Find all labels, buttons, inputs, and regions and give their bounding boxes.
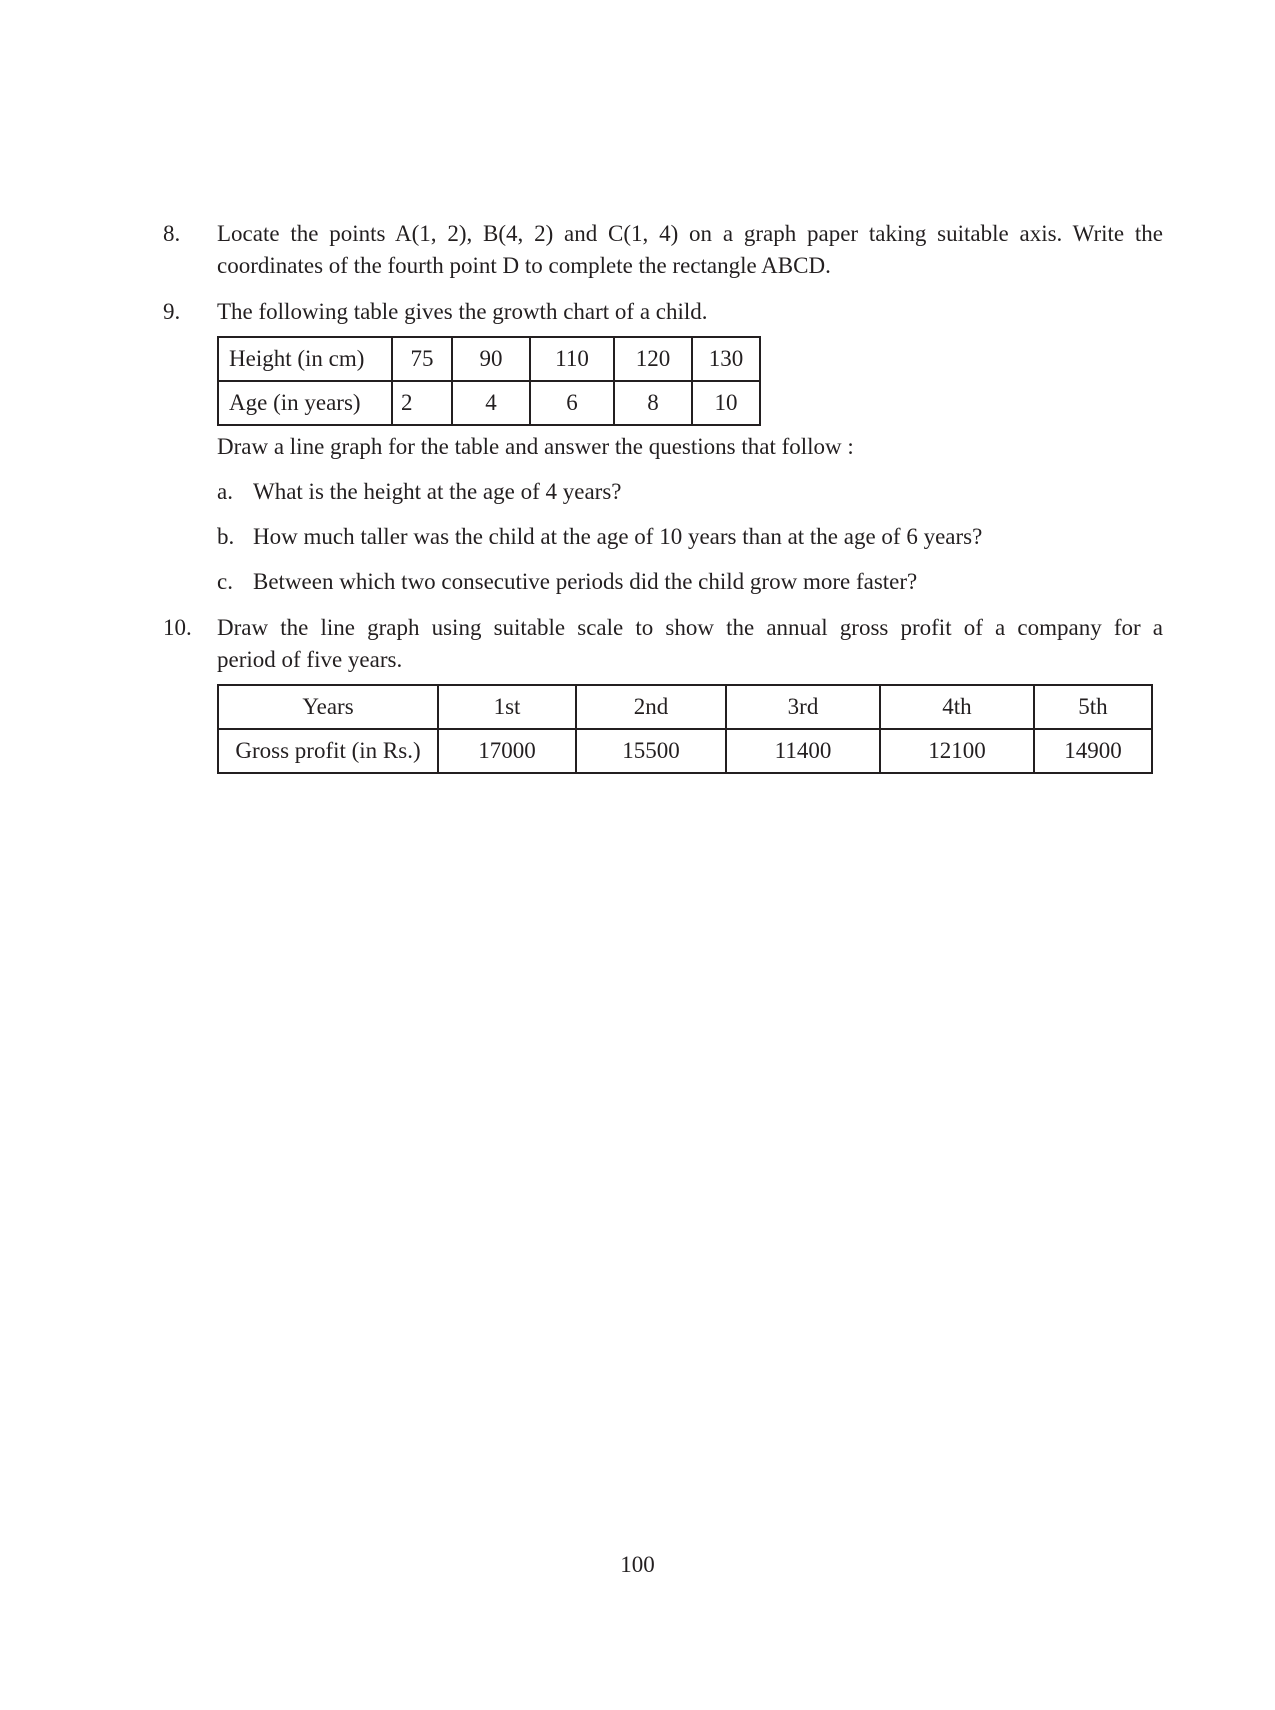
table-cell: 4th bbox=[880, 685, 1034, 729]
question-9 bbox=[163, 296, 1163, 328]
question-text-line: coordinates of the fourth point D to complete the rectangle ABCD. bbox=[217, 253, 831, 278]
table-cell: Years bbox=[218, 685, 438, 729]
table-cell: 17000 bbox=[438, 729, 576, 773]
table-cell: 6 bbox=[530, 381, 614, 425]
question-text bbox=[217, 612, 1163, 676]
table-cell: 8 bbox=[614, 381, 692, 425]
table-cell: 2 bbox=[392, 381, 452, 425]
question-8 bbox=[163, 218, 1163, 282]
table-row bbox=[218, 685, 1152, 729]
gross-profit-table bbox=[217, 684, 1153, 774]
question-number: 8. bbox=[163, 221, 181, 246]
page-number: 100 bbox=[620, 1552, 655, 1577]
question-text bbox=[217, 296, 1163, 328]
table-cell: Age (in years) bbox=[218, 381, 392, 425]
table-cell: Gross profit (in Rs.) bbox=[218, 729, 438, 773]
table-cell: 14900 bbox=[1034, 729, 1152, 773]
table-cell: 10 bbox=[692, 381, 760, 425]
growth-chart-table bbox=[217, 336, 761, 426]
question-number: 10. bbox=[163, 615, 192, 640]
table-cell: 4 bbox=[452, 381, 530, 425]
table-cell: 2nd bbox=[576, 685, 726, 729]
table-cell: 75 bbox=[392, 337, 452, 381]
table-row bbox=[218, 381, 760, 425]
table-row bbox=[218, 337, 760, 381]
question-9-part-a bbox=[217, 476, 622, 508]
table-cell: 110 bbox=[530, 337, 614, 381]
question-text-line: Draw the line graph using suitable scale to show the annual gross profit of a company for a bbox=[217, 615, 1163, 640]
table-cell: 5th bbox=[1034, 685, 1152, 729]
table-cell: 90 bbox=[452, 337, 530, 381]
question-text-line: period of five years. bbox=[217, 647, 403, 672]
table-cell: 120 bbox=[614, 337, 692, 381]
table-row bbox=[218, 729, 1152, 773]
question-10 bbox=[163, 612, 1163, 676]
table-cell: 11400 bbox=[726, 729, 880, 773]
question-text-line: The following table gives the growth chart of a child. bbox=[217, 299, 708, 324]
part-letter: a. bbox=[217, 479, 233, 504]
table-cell: 3rd bbox=[726, 685, 880, 729]
question-9-part-b bbox=[217, 521, 982, 553]
part-letter: c. bbox=[217, 569, 233, 594]
table-cell: Height (in cm) bbox=[218, 337, 392, 381]
part-text: Between which two consecutive periods did the child grow more faster? bbox=[253, 569, 918, 594]
table-cell: 12100 bbox=[880, 729, 1034, 773]
question-9-part-c bbox=[217, 566, 917, 598]
question-text-line: Locate the points A(1, 2), B(4, 2) and C(1, 4) on a graph paper taking suitable axis. Write the bbox=[217, 221, 1163, 246]
question-text bbox=[217, 218, 1163, 282]
part-text: What is the height at the age of 4 years? bbox=[253, 479, 622, 504]
part-letter: b. bbox=[217, 524, 235, 549]
question-number: 9. bbox=[163, 299, 181, 324]
part-text: How much taller was the child at the age of 10 years than at the age of 6 years? bbox=[253, 524, 983, 549]
table-cell: 15500 bbox=[576, 729, 726, 773]
table-cell: 130 bbox=[692, 337, 760, 381]
question-9-instruction: Draw a line graph for the table and answer the questions that follow : bbox=[217, 434, 854, 459]
table-cell: 1st bbox=[438, 685, 576, 729]
